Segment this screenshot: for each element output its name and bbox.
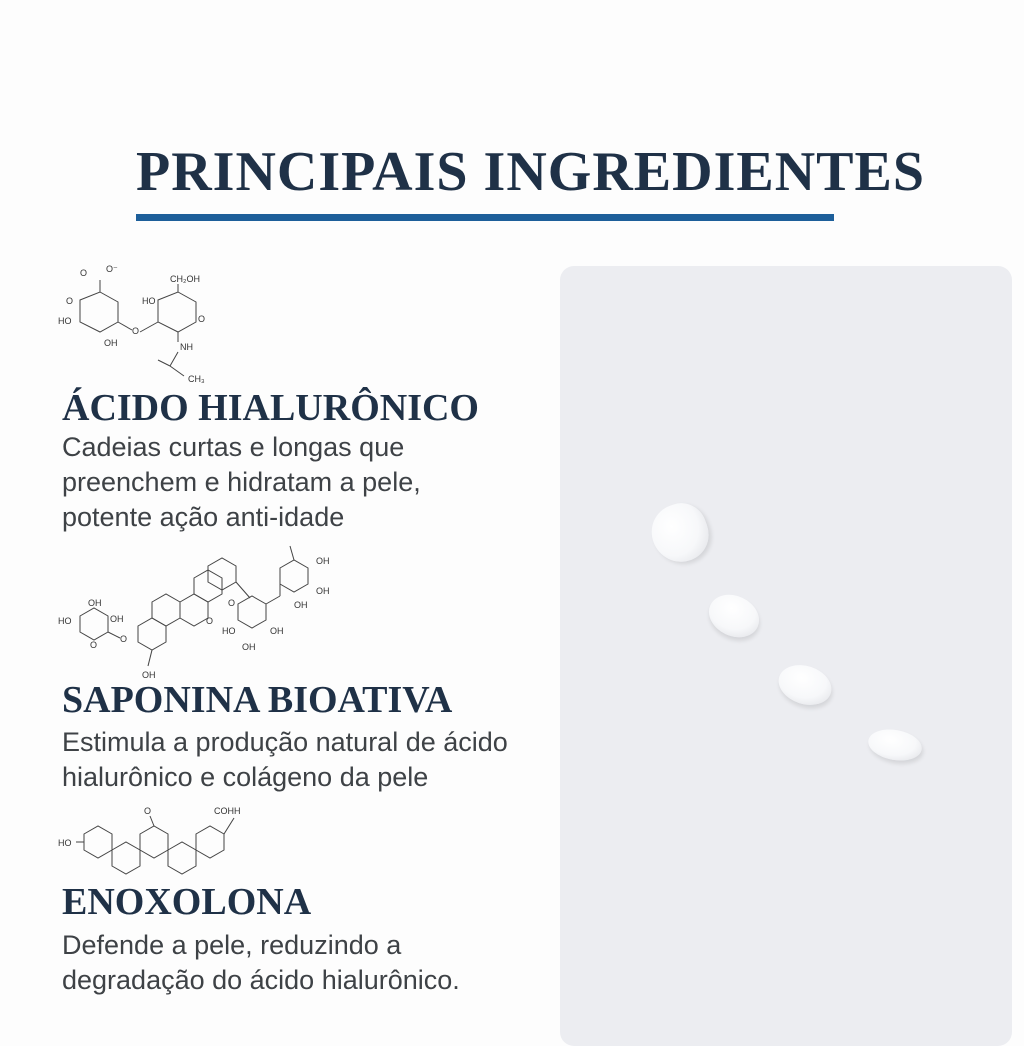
mol-label: NH: [180, 342, 193, 352]
mol-label: HO: [58, 616, 72, 626]
title-underline: [136, 214, 834, 221]
product-panel: [560, 266, 1012, 1046]
mol-label: OH: [316, 556, 330, 566]
mol-label: O: [90, 640, 98, 650]
description-line: preenchem e hidratam a pele,: [62, 467, 421, 497]
ingredient-name: ENOXOLONA: [62, 881, 312, 923]
mol-label: O: [206, 616, 214, 626]
mol-label: O: [120, 634, 128, 644]
ingredient-description: [62, 928, 562, 998]
mol-label: OH: [316, 586, 330, 596]
description-line: Estimula a produção natural de ácido: [62, 727, 508, 757]
cream-drop: [773, 659, 836, 712]
mol-label: HO: [58, 316, 72, 326]
mol-label: COHH: [214, 806, 241, 816]
ingredient-name: SAPONINA BIOATIVA: [62, 679, 453, 721]
mol-label: OH: [294, 600, 308, 610]
mol-label: CH₂OH: [170, 274, 200, 284]
ingredient-description: [62, 725, 562, 795]
hyaluronic-acid-molecule-icon: [58, 262, 218, 388]
saponin-molecule-icon: [58, 538, 338, 680]
description-line: Defende a pele, reduzindo a: [62, 930, 402, 960]
description-line: potente ação anti-idade: [62, 502, 345, 532]
mol-label: OH: [110, 614, 124, 624]
mol-label: O: [144, 806, 152, 816]
cream-drop: [702, 587, 766, 645]
mol-label: HO: [58, 838, 72, 848]
description-line: hialurônico e colágeno da pele: [62, 762, 429, 792]
mol-label: CH₃: [188, 374, 205, 384]
mol-label: OH: [88, 598, 102, 608]
mol-label: O: [132, 326, 140, 336]
mol-label: OH: [104, 338, 118, 348]
mol-label: O: [198, 314, 206, 324]
ingredient-name: ÁCIDO HIALURÔNICO: [62, 387, 479, 429]
mol-label: OH: [242, 642, 256, 652]
description-line: degradação do ácido hialurônico.: [62, 965, 460, 995]
mol-label: OH: [142, 670, 156, 680]
page-title: PRINCIPAIS INGREDIENTES: [136, 141, 926, 203]
mol-label: O: [66, 296, 74, 306]
cream-drop: [866, 726, 924, 765]
enoxolone-molecule-icon: [58, 802, 248, 884]
ingredient-description: [62, 430, 562, 535]
mol-label: HO: [142, 296, 156, 306]
mol-label: O: [80, 268, 88, 278]
mol-label: O⁻: [106, 264, 118, 274]
mol-label: O: [228, 598, 236, 608]
cream-drop: [644, 496, 716, 570]
description-line: Cadeias curtas e longas que: [62, 432, 405, 462]
mol-label: HO: [222, 626, 236, 636]
mol-label: OH: [270, 626, 284, 636]
